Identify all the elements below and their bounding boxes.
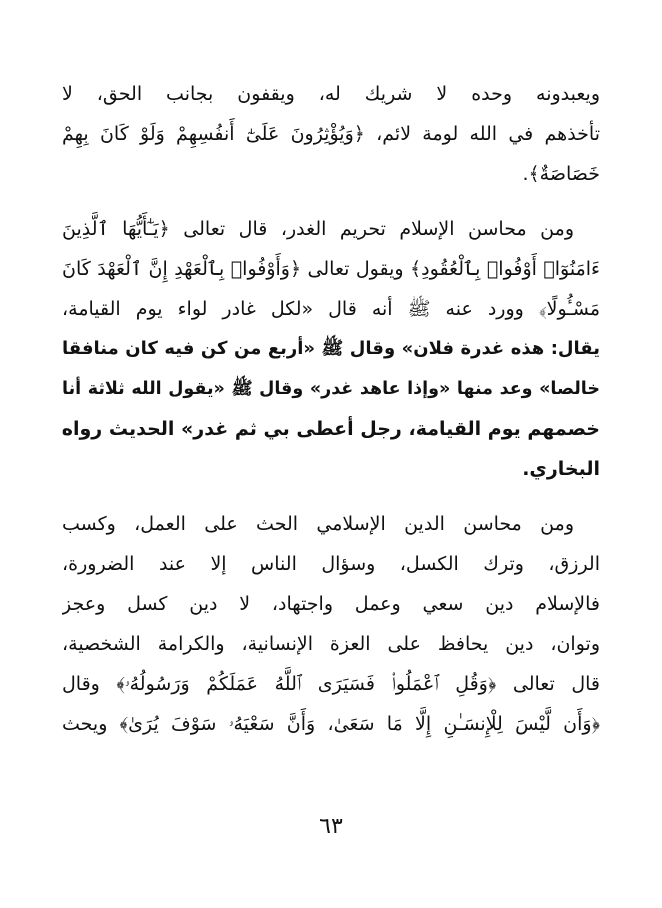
- paragraph-3: [62, 504, 600, 744]
- text-line: قال تعالى ﴿وَقُلِ ٱعْمَلُوا۟ فَسَيَرَى ٱللَّهُ عَمَلَكُمْ وَرَسُولُهُۥ﴾ وقال: [62, 673, 600, 695]
- text-line: ومن محاسن الدين الإسلامي الحث على العمل، وكسب: [62, 513, 574, 535]
- text-line: فالإسلام دين سعي وعمل واجتهاد، لا دين كسل وعجز: [62, 593, 600, 615]
- text-line: ويعبدونه وحده لا شريك له، ويقفون بجانب الحق، لا: [62, 83, 600, 105]
- text-line: ومن محاسن الإسلام تحريم الغدر، قال تعالى ﴿يَـٰٓأَيُّهَا ٱلَّذِينَ: [62, 218, 574, 240]
- page-body: [62, 74, 600, 744]
- text-line: يقال: هذه غدرة فلان» وقال ﷺ «أربع من كن فيه كان منافقا: [62, 338, 600, 359]
- text-line: خالصا» وعد منها «وإذا عاهد غدر» وقال ﷺ «يقول الله ثلاثة أنا: [62, 379, 600, 399]
- page-number: ٦٣: [319, 814, 343, 839]
- paragraph-1: [62, 74, 600, 194]
- text-line: الرزق، وترك الكسل، وسؤال الناس إلا عند الضرورة،: [62, 553, 600, 575]
- text-line: خصمهم يوم القيامة، رجل أعطى بي ثم غدر» الحديث رواه: [62, 418, 600, 440]
- text-line: ﴿وَأَن لَّيْسَ لِلْإِنسَـٰنِ إِلَّا مَا سَعَىٰ، وَأَنَّ سَعْيَهُۥ سَوْفَ يُرَىٰ﴾ ويحث: [62, 713, 600, 735]
- text-line: ءَامَنُوٓا۟ أَوْفُوا۟ بِٱلْعُقُودِ﴾ ويقول تعالى ﴿وَأَوْفُوا۟ بِٱلْعَهْدِ إِنَّ ٱلْعَهْدَ كَانَ: [62, 258, 600, 280]
- paragraph-gap: [62, 194, 600, 209]
- text-line: وتوان، دين يحافظ على العزة الإنسانية، والكرامة الشخصية،: [62, 633, 600, 655]
- text-line: خَصَاصَةٌ﴾.: [522, 163, 600, 185]
- text-line: تأخذهم في الله لومة لائم، ﴿وَيُؤْثِرُونَ عَلَىٰٓ أَنفُسِهِمْ وَلَوْ كَانَ بِهِمْ: [62, 123, 600, 145]
- paragraph-2: [62, 209, 600, 489]
- text-line: البخاري.: [522, 458, 600, 480]
- text-line: مَسْـُٔولًا﴾ وورد عنه ﷺ أنه قال «لكل غادر لواء يوم القيامة،: [62, 298, 600, 320]
- paragraph-gap: [62, 489, 600, 504]
